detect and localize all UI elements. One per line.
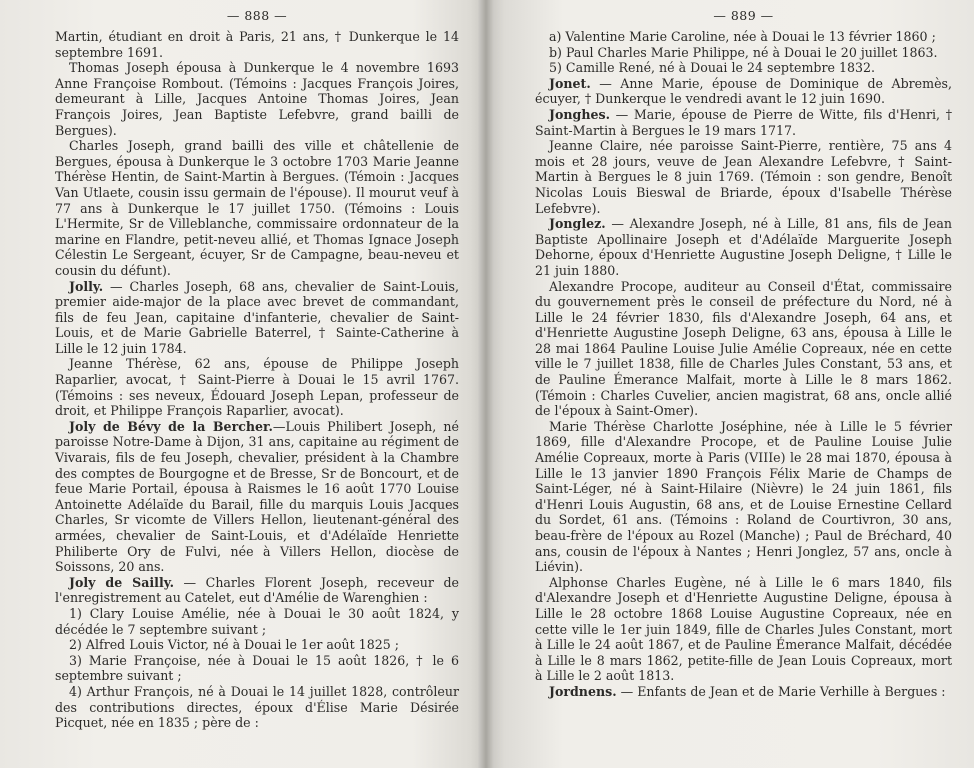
entry-heading: Jonet. <box>549 75 591 91</box>
paragraph <box>535 216 952 278</box>
paragraph <box>535 279 952 419</box>
paragraph-text: — Alexandre Joseph, né à Lille, 81 ans, fils de Jean Baptiste Apollinaire Joseph et d'Adélaïde Marguerite Joseph Dehorne, époux d'Henriette Augustine Joseph Deligne, † Lille le 21 juin 1880. <box>535 216 952 278</box>
paragraph <box>55 279 459 357</box>
paragraph <box>535 60 952 76</box>
paragraph <box>55 356 459 418</box>
paragraph <box>535 575 952 684</box>
paragraph-text: Martin, étudiant en droit à Paris, 21 ans, † Dunkerque le 14 septembre 1691. <box>55 29 459 60</box>
paragraph-text: — Charles Joseph, 68 ans, chevalier de Saint-Louis, premier aide-major de la place avec brevet de commandant, fils de feu Jean, capitaine d'infanterie, chevalier de Saint-Louis, et de Marie Gabrielle Baterrel, † Sainte-Catherine à Lille le 12 juin 1784. <box>55 278 459 356</box>
paragraph-text: Alphonse Charles Eugène, né à Lille le 6 mars 1840, fils d'Alexandre Joseph et d'Henriette Augustine Deligne, épousa à Lille le 28 octobre 1868 Louise Augustine Copreaux, née en cette ville le 1er juin 1849, fille de Charles Jules Constant, mort à Lille le 24 août 1867, et de Pauline Émerance Malfait, décédée à Lille le 8 mars 1862, petite-fille de Jean Louis Copreaux, mort à Lille le 2 août 1813. <box>535 574 952 684</box>
paragraph-text: Charles Joseph, grand bailli des ville et châtellenie de Bergues, épousa à Dunkerque le 3 octobre 1703 Marie Jeanne Thérèse Hentin, de Saint-Martin à Bergues. (Témoin : Jacques Van Utlaete, cousin issu germain de l'épouse). Il mourut veuf à 77 ans à Dunkerque le 17 juillet 1750. (Témoins : Louis L'Hermite, Sr de Villeblanche, commissaire ordonnateur de la marine en Flandre, petit-neveu allié, et Thomas Ignace Joseph Célestin Le Sergeant, écuyer, Sr de Campagne, beau-neveu et cousin du défunt). <box>55 138 459 278</box>
entry-heading: Joly de Sailly. <box>69 574 174 590</box>
entry-heading: Jonglez. <box>549 216 606 232</box>
paragraph-text: Jeanne Thérèse, 62 ans, épouse de Philippe Joseph Raparlier, avocat, † Saint-Pierre à Douai le 15 avril 1767. (Témoins : ses neveux, Édouard Joseph Lepan, professeur de droit, et Philippe François Raparlier, avocat). <box>55 356 459 419</box>
paragraph <box>535 419 952 575</box>
paragraph <box>535 29 952 45</box>
paragraph <box>535 76 952 107</box>
page-number-right: — 889 — <box>713 8 774 23</box>
paragraph-text: Thomas Joseph épousa à Dunkerque le 4 novembre 1693 Anne Françoise Rombout. (Témoins : Jacques François Joires, demeurant à Lille, Jacques Antoine Thomas Joires, Jean François Joires, Jean Baptiste Lefebvre, grand bailli de Bergues). <box>55 60 459 138</box>
paragraph <box>55 419 459 575</box>
paragraph-text: 3) Marie Françoise, née à Douai le 15 août 1826, † le 6 septembre suivant ; <box>55 652 459 684</box>
paragraph <box>535 45 952 61</box>
paragraph-text: Alexandre Procope, auditeur au Conseil d'État, commissaire du gouvernement près le conseil de préfecture du Nord, né à Lille le 24 février 1830, fils d'Alexandre Joseph, 64 ans, et d'Henriette Augustine Joseph Deligne, 63 ans, épousa à Lille le 28 mai 1864 Pauline Louise Julie Amélie Copreaux, née en cette ville le 7 juillet 1838, fille de Charles Jules Constant, 53 ans, et de Pauline Émerance Malfait, morte à Lille le 8 mars 1862. (Témoin : Charles Cuvelier, ancien magistrat, 68 ans, oncle allié de l'époux à Saint-Omer). <box>535 278 952 419</box>
paragraph-text: — Anne Marie, épouse de Dominique de Abremès, écuyer, † Dunkerque le vendredi avant le 12 juin 1690. <box>535 75 952 107</box>
entry-heading: Jolly. <box>69 278 104 294</box>
paragraph <box>55 29 459 60</box>
book-gutter <box>478 0 494 768</box>
left-page-text <box>55 29 459 731</box>
entry-heading: Jordnens. <box>549 683 617 699</box>
paragraph-text: b) Paul Charles Marie Philippe, né à Douai le 20 juillet 1863. <box>549 44 938 60</box>
paragraph-text: a) Valentine Marie Caroline, née à Douai le 13 février 1860 ; <box>549 29 936 44</box>
left-page <box>0 0 485 768</box>
page-number-left: — 888 — <box>226 8 288 23</box>
paragraph <box>535 138 952 216</box>
paragraph-text: 2) Alfred Louis Victor, né à Douai le 1er août 1825 ; <box>69 637 399 653</box>
paragraph <box>55 653 459 684</box>
paragraph <box>55 575 459 606</box>
paragraph-text: — Charles Florent Joseph, receveur de l'enregistrement au Catelet, eut d'Amélie de Warenghien : <box>55 574 459 606</box>
entry-heading: Joly de Bévy de la Bercher. <box>69 418 273 434</box>
paragraph <box>55 60 459 138</box>
paragraph-text: — Marie, épouse de Pierre de Witte, fils d'Henri, † Saint-Martin à Bergues le 19 mars 1717. <box>535 106 952 138</box>
paragraph-text: Jeanne Claire, née paroisse Saint-Pierre, rentière, 75 ans 4 mois et 28 jours, veuve de Jean Alexandre Lefebvre, † Saint-Martin à Bergues le 8 juin 1769. (Témoin : son gendre, Benoît Nicolas Louis Bieswal de Briarde, époux d'Isabelle Thérèse Lefebvre). <box>535 138 952 216</box>
entry-heading: Jonghes. <box>549 106 610 122</box>
right-page-text <box>535 29 952 700</box>
paragraph-text: 5) Camille René, né à Douai le 24 septembre 1832. <box>549 60 876 76</box>
paragraph <box>535 107 952 138</box>
right-page <box>485 0 974 768</box>
paragraph-text: — Enfants de Jean et de Marie Verhille à Bergues : <box>616 683 946 699</box>
paragraph <box>55 684 459 731</box>
paragraph <box>55 138 459 278</box>
paragraph-text: 1) Clary Louise Amélie, née à Douai le 30 août 1824, y décédée le 7 septembre suivant ; <box>55 605 459 637</box>
paragraph <box>55 606 459 637</box>
paragraph <box>55 637 459 653</box>
paragraph <box>535 684 952 700</box>
paragraph-text: Marie Thérèse Charlotte Joséphine, née à Lille le 5 février 1869, fille d'Alexandre Procope, et de Pauline Louise Julie Amélie Copreaux, morte à Paris (VIIIe) le 28 mai 1870, épousa à Lille le 13 janvier 1890 François Félix Marie de Champs de Saint-Léger, né à Saint-Hilaire (Nièvre) le 24 juin 1861, fils d'Henri Louis Augustin, 68 ans, et de Louise Ernestine Cellard du Sordet, 61 ans. (Témoins : Roland de Courtivron, 30 ans, beau-frère de l'époux au Rozel (Manche) ; Paul de Bréchard, 40 ans, cousin de l'époux à Nantes ; Henri Jonglez, 57 ans, oncle à Liévin). <box>535 418 952 575</box>
paragraph-text: —Louis Philibert Joseph, né paroisse Notre-Dame à Dijon, 31 ans, capitaine au régiment de Vivarais, fils de feu Joseph, chevalier, président à la Chambre des comptes de Bourgogne et de Bresse, Sr de Boncourt, et de feue Marie Portail, épousa à Raismes le 16 août 1770 Louise Antoinette Adélaïde du Barail, fille du marquis Louis Jacques Charles, Sr vicomte de Villers Hellon, lieutenant-général des armées, chevalier de Saint-Louis, et d'Adélaïde Henriette Philiberte Ory de Fulvi, née à Villers Hellon, diocèse de Soissons, 20 ans. <box>55 418 459 575</box>
paragraph-text: 4) Arthur François, né à Douai le 14 juillet 1828, contrôleur des contributions directes, époux d'Élise Marie Désirée Picquet, née en 1835 ; père de : <box>55 683 459 731</box>
